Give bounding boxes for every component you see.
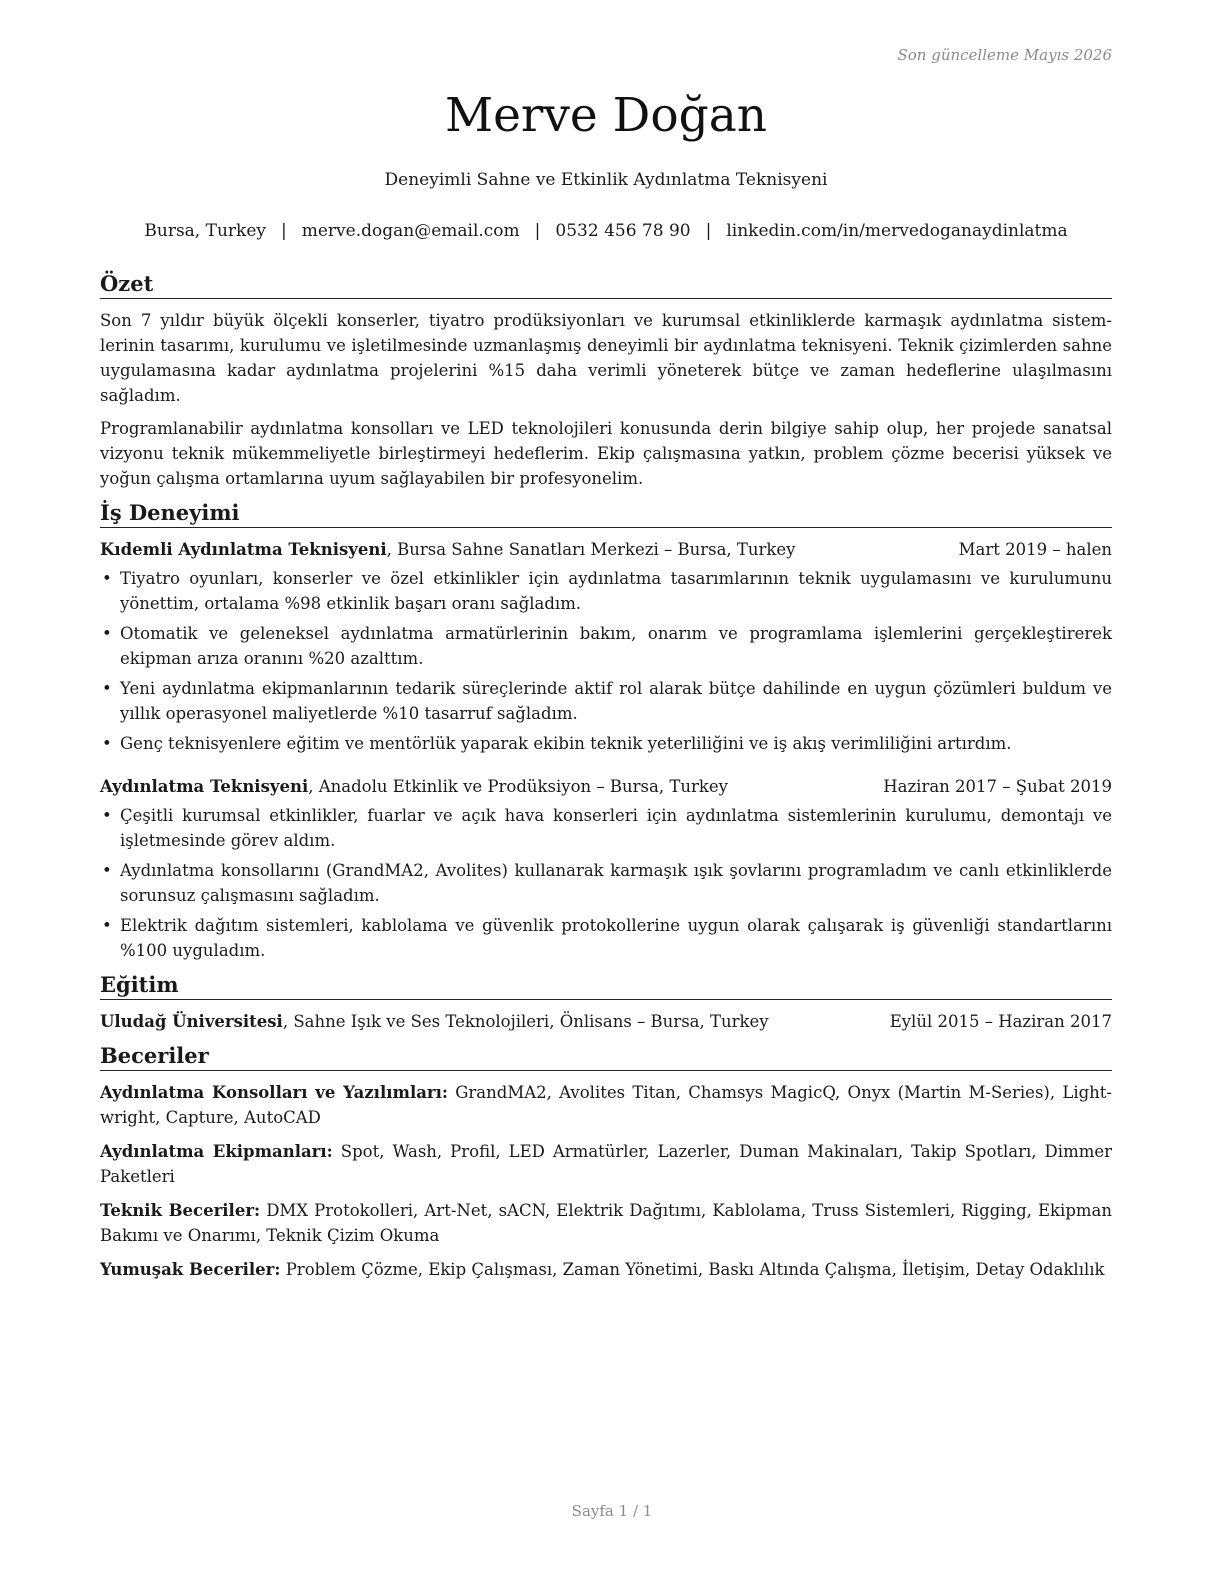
job-organization: , Anadolu Etkinlik ve Prodüksiyon – Bursa, Turkey — [308, 777, 728, 796]
education-section — [100, 971, 1112, 1034]
bullet-item — [100, 731, 1112, 756]
section-heading: Eğitim — [100, 971, 1112, 1000]
candidate-name: Merve Doğan — [444, 88, 768, 143]
education-program: , Sahne Işık ve Ses Teknolojileri, Önlisans – Bursa, Turkey — [282, 1012, 769, 1031]
bullet-icon: • — [102, 569, 112, 588]
skills-section — [100, 1042, 1112, 1282]
skill-label: Aydınlatma Konsolları ve Yazılımları: — [100, 1083, 448, 1102]
skill-group — [100, 1198, 1112, 1248]
skill-label: Teknik Beceriler: — [100, 1201, 261, 1220]
job-bullets — [100, 803, 1112, 963]
job-dates: Mart 2019 – halen — [958, 540, 1112, 559]
contact-phone: 0532 456 78 90 — [555, 221, 691, 241]
experience-section — [100, 499, 1112, 963]
bullet-text: Elektrik dağıtım sistemleri, kablolama ve güvenlik protokollerine uygun olarak çalışarak iş güvenliği standartlarını %100 uyguladım. — [120, 916, 1112, 960]
contact-separator: | — [281, 221, 287, 241]
skill-group — [100, 1257, 1112, 1282]
bullet-item — [100, 676, 1112, 726]
job-role: Aydınlatma Teknisyeni — [100, 777, 309, 796]
last-updated: Son güncelleme Mayıs 2026 — [897, 46, 1112, 64]
bullet-item — [100, 621, 1112, 671]
skill-label: Yumuşak Beceriler: — [100, 1260, 281, 1279]
job-entry — [100, 537, 1112, 756]
contact-separator: | — [534, 221, 541, 241]
contact-separator: | — [705, 221, 712, 241]
summary-paragraph: Programlanabilir aydınlatma konsolları ve LED teknolojileri konusunda derin bilgiye sahip olup, her projede sanatsal vizyonu teknik mükemmeliyetle birleştirmeyi hedeflerim. Ekip çalışmasına yatkın, problem çözme becerisi yüksek ve yoğun çalışma ortamlarına uyum sağlayabilen bir profesyonelim. — [100, 419, 1112, 488]
bullet-text: Aydınlatma konsollarını (GrandMA2, Avolites) kullanarak karmaşık ışık şovlarını programladım ve canlı etkinliklerde sorunsuz çalışmasını sağladım. — [120, 861, 1112, 905]
resume-content — [100, 270, 1112, 1291]
section-heading: İş Deneyimi — [100, 499, 1112, 528]
summary-paragraph: Son 7 yıldır büyük ölçekli konserler, tiyatro prodüksiyonları ve kurumsal etkinliklerde karmaşık aydınlatma sistemlerinin tasarımı, kurulumu ve işletilmesinde uzmanlaşmış deneyimli bir aydınlatma teknisyeni. Teknik çizimlerden sahne uygulamasına kadar aydınlatma projelerini %15 daha verimli yöneterek bütçe ve zaman hedeflerine ulaşılmasını sağladım. — [100, 311, 1112, 405]
bullet-item — [100, 913, 1112, 963]
education-dates: Eylül 2015 – Haziran 2017 — [889, 1012, 1112, 1031]
job-bullets — [100, 566, 1112, 756]
bullet-text: Tiyatro oyunları, konserler ve özel etkinlikler için aydınlatma tasarımlarının teknik uygulamasını ve kurulumunu yönettim, ortalama %98 etkinlik başarı oranı sağladım. — [120, 569, 1112, 613]
bullet-icon: • — [102, 916, 112, 935]
job-role: Kıdemli Aydınlatma Teknisyeni — [100, 540, 387, 559]
job-header — [100, 537, 1112, 562]
skill-label: Aydınlatma Ekipmanları: — [100, 1142, 333, 1161]
bullet-text: Yeni aydınlatma ekipmanlarının tedarik süreçlerinde aktif rol alarak bütçe dahilinde en uygun çözümleri buldum ve yıllık operasyonel maliyetlerde %10 tasarruf sağladım. — [120, 679, 1112, 723]
skill-value: GrandMA2, Avolites Titan, Chamsys MagicQ, Onyx (Martin M-Series), Lightwright, Capture, AutoCAD — [100, 1083, 1112, 1127]
candidate-title: Deneyimli Sahne ve Etkinlik Aydınlatma Teknisyeni — [384, 170, 828, 190]
section-heading: Özet — [100, 270, 1112, 299]
education-entry — [100, 1009, 1112, 1034]
bullet-text: Otomatik ve geleneksel aydınlatma armatürlerinin bakım, onarım ve programlama işlemlerini gerçekleştirerek ekipman arıza oranını %20 azalttım. — [120, 624, 1112, 668]
skill-value: Spot, Wash, Profil, LED Armatürler, Lazerler, Duman Makinaları, Takip Spotları, Dimmer Paketleri — [100, 1142, 1113, 1186]
job-entry — [100, 774, 1112, 963]
bullet-icon: • — [102, 624, 112, 643]
contact-email[interactable]: merve.dogan@email.com — [301, 221, 520, 241]
bullet-icon: • — [102, 734, 112, 753]
skill-group — [100, 1080, 1112, 1130]
job-header — [100, 774, 1112, 799]
job-organization: , Bursa Sahne Sanatları Merkezi – Bursa, Turkey — [386, 540, 796, 559]
contact-line — [100, 219, 1112, 243]
bullet-icon: • — [102, 679, 112, 698]
bullet-item — [100, 566, 1112, 616]
bullet-item — [100, 858, 1112, 908]
page-number: Sayfa 1 / 1 — [571, 1502, 653, 1520]
contact-linkedin[interactable]: linkedin.com/in/mervedoganaydinlatma — [726, 221, 1068, 241]
contact-location: Bursa, Turkey — [144, 221, 266, 241]
education-school: Uludağ Üniversitesi — [100, 1012, 283, 1031]
summary-section — [100, 270, 1112, 491]
bullet-item — [100, 803, 1112, 853]
bullet-icon: • — [102, 806, 112, 825]
skill-group — [100, 1139, 1112, 1189]
skill-value: Problem Çözme, Ekip Çalışması, Zaman Yönetimi, Baskı Altında Çalışma, İletişim, Detay Odaklılık — [280, 1260, 1105, 1279]
section-heading: Beceriler — [100, 1042, 1112, 1071]
bullet-text: Çeşitli kurumsal etkinlikler, fuarlar ve açık hava konserleri için aydınlatma sistemlerinin kurulumu, demontajı ve işletmesinde görev aldım. — [120, 806, 1112, 850]
job-dates: Haziran 2017 – Şubat 2019 — [883, 777, 1112, 796]
bullet-text: Genç teknisyenlere eğitim ve mentörlük yaparak ekibin teknik yeterliliğini ve iş akış verimliliğini artırdım. — [120, 734, 1012, 753]
skill-value: DMX Protokolleri, Art-Net, sACN, Elektrik Dağıtımı, Kablolama, Truss Sistemleri, Rigging, Ekipman Bakımı ve Onarımı, Teknik Çizim Okuma — [100, 1201, 1112, 1245]
bullet-icon: • — [102, 861, 112, 880]
